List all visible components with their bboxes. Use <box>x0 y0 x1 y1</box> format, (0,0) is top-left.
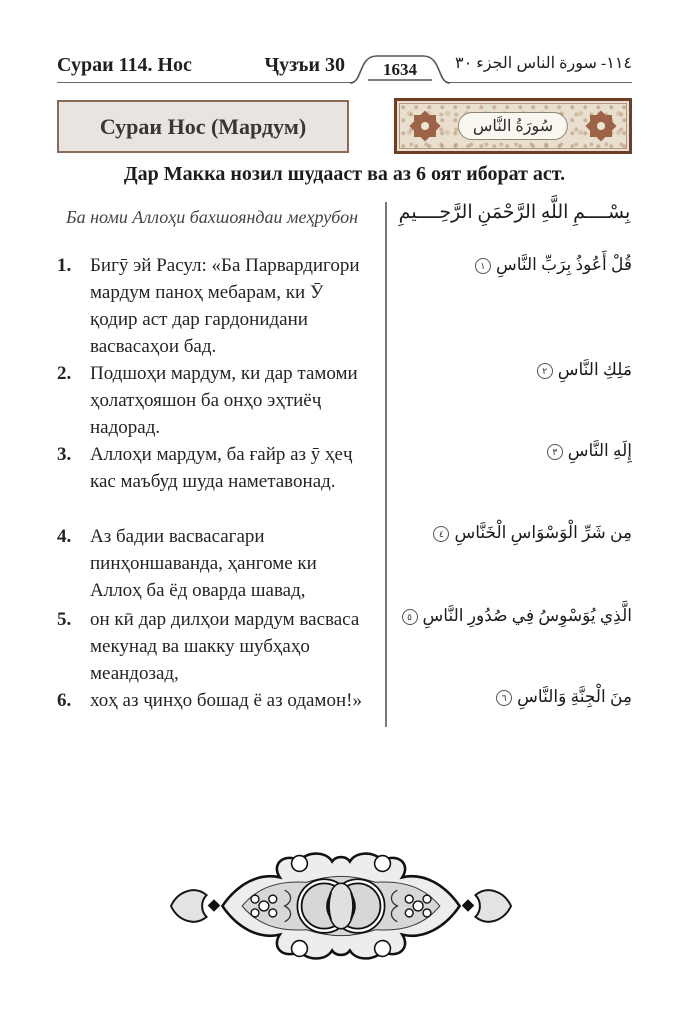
ayah-end-marker: ١ <box>475 258 491 274</box>
verse-arabic: مِن شَرِّ الْوَسْوَاسِ الْخَنَّاسِ٤ <box>395 521 632 545</box>
verse-number: 4. <box>57 526 72 547</box>
surah-title-box <box>57 100 349 153</box>
surah-ornate-banner <box>394 98 632 154</box>
star-rosette-icon <box>585 110 616 141</box>
page-number-tab <box>350 52 450 86</box>
verse-number: 2. <box>57 363 72 384</box>
verse-row <box>57 252 375 360</box>
basmala-arabic: بِسْــــمِ اللَّهِ الرَّحْمَنِ الرَّحِــــيمِ <box>398 202 631 223</box>
ayah-end-marker: ٢ <box>537 363 553 379</box>
header-surah-ref: Сураи 114. Нос <box>57 54 192 76</box>
verse-number: 6. <box>57 690 72 711</box>
verse-arabic: مَلِكِ النَّاسِ٢ <box>395 358 632 382</box>
verse-row <box>57 523 375 604</box>
verse-translation: Подшоҳи мардум, ки дар тамоми ҳолатҳояшон ба онҳо эҳтиёҷ надорад. <box>90 363 358 438</box>
header-juz-cyrillic: Ҷузъи 30 <box>264 54 345 76</box>
ayah-end-marker: ٦ <box>496 690 512 706</box>
column-divider <box>385 202 387 727</box>
surah-name-cartouche: سُورَةُ النَّاس <box>458 112 568 140</box>
verse-number: 1. <box>57 255 72 276</box>
ayah-end-marker: ٤ <box>433 526 449 542</box>
verse-row <box>57 441 375 495</box>
footer-ornament-icon <box>168 850 514 962</box>
verse-arabic: مِنَ الْجِنَّةِ وَالنَّاسِ٦ <box>395 685 632 709</box>
page-number: 1634 <box>383 60 417 79</box>
verse-arabic: قُلْ أَعُوذُ بِرَبِّ النَّاسِ١ <box>395 253 632 277</box>
header-juz-arabic: الجزء ٣٠ <box>455 55 513 72</box>
verse-translation: Аллоҳи мардум, ба ғайр аз ӯ ҳеҷ кас маъбуд шуда наметавонад. <box>90 444 353 492</box>
arabesque-pattern <box>399 103 627 149</box>
verse-number: 5. <box>57 609 72 630</box>
verse-number: 3. <box>57 444 72 465</box>
revelation-note: Дар Макка нозил шудааст ва аз 6 оят иборат аст. <box>123 163 566 185</box>
basmala-translation: Ба номи Аллоҳи бахшояндаи меҳрубон <box>65 207 358 227</box>
verse-row <box>57 606 375 687</box>
verse-row <box>57 687 375 714</box>
verse-translation: хоҳ аз ҷинҳо бошад ё аз одамон!» <box>90 690 362 711</box>
verse-arabic: إِلَهِ النَّاسِ٣ <box>395 439 632 463</box>
header-surah-ref-arabic: ١١٤- سورة الناس <box>516 55 632 72</box>
ayah-end-marker: ٥ <box>402 609 418 625</box>
star-rosette-icon <box>409 110 440 141</box>
scripture-columns <box>57 197 632 762</box>
verse-arabic: الَّذِي يُوَسْوِسُ فِي صُدُورِ النَّاسِ٥ <box>395 604 632 628</box>
verse-row <box>57 360 375 441</box>
surah-title: Сураи Нос (Мардум) <box>99 113 307 139</box>
verse-translation: он кӣ дар дилҳои мардум васваса мекунад ва шакку шубҳаҳо меандозад, <box>90 609 360 684</box>
header-rule <box>57 82 632 83</box>
verse-translation: Аз бадии васвасагари пинҳоншаванда, ҳангоме ки Аллоҳ ба ёд оварда шавад, <box>90 526 317 601</box>
ayah-end-marker: ٣ <box>547 444 563 460</box>
verse-translation: Бигӯ эй Расул: «Ба Парвардигори мардум паноҳ мебарам, ки Ӯ қодир аст дар гардонидани васвасаҳои бад. <box>90 255 360 357</box>
